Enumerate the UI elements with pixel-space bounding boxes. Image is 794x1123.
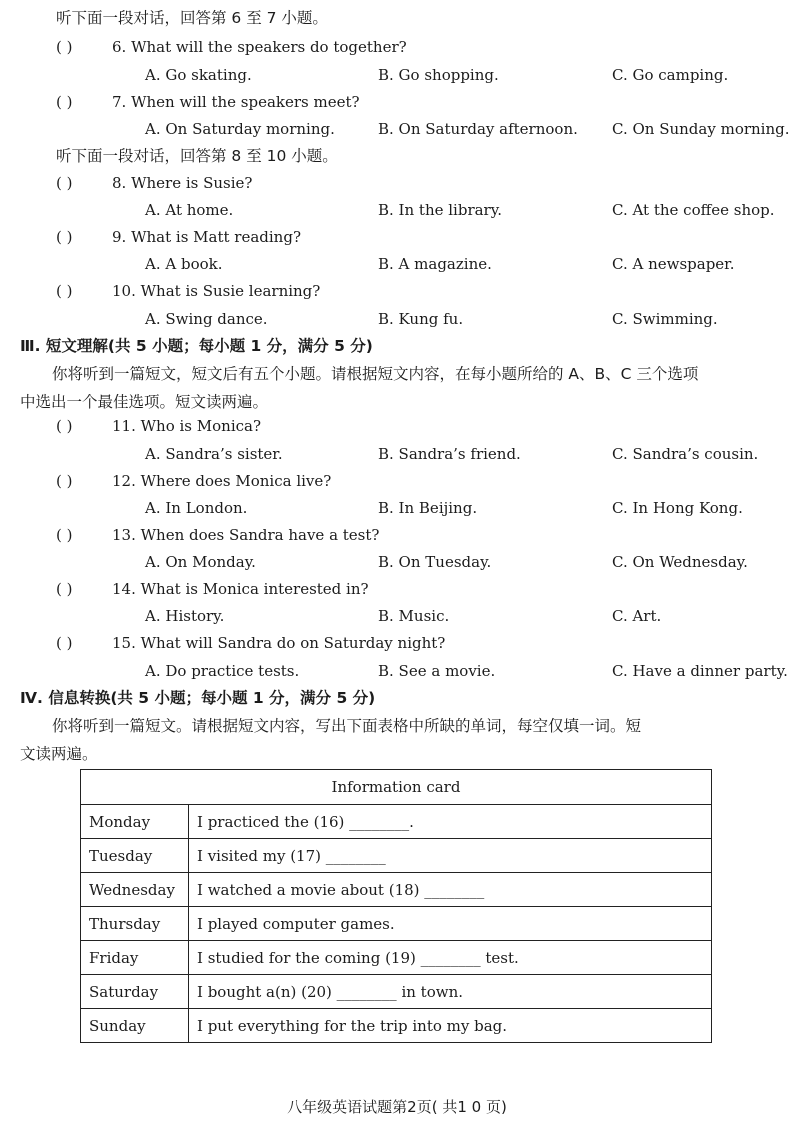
option-a: A. Sandra’s sister. [145, 445, 283, 463]
table-row [81, 941, 712, 975]
answer-bracket[interactable]: ( ) [56, 580, 73, 598]
option-c: C. At the coffee shop. [612, 201, 775, 219]
option-b: B. Go shopping. [378, 66, 499, 84]
option-c: C. A newspaper. [612, 255, 735, 273]
part3-instructions-line1: 你将听到一篇短文，短文后有五个小题。请根据短文内容，在每小题所给的 A、B、C 三个选项 [52, 365, 699, 383]
answer-bracket[interactable]: ( ) [56, 228, 73, 246]
answer-bracket[interactable]: ( ) [56, 417, 73, 435]
answer-bracket[interactable]: ( ) [56, 174, 73, 192]
option-b: B. In Beijing. [378, 499, 478, 517]
question-text: 10. What is Susie learning? [112, 282, 321, 300]
table-row [81, 907, 712, 941]
option-c: C. Swimming. [612, 310, 718, 328]
day-cell: Tuesday [81, 839, 189, 873]
day-cell: Monday [81, 805, 189, 839]
option-b: B. In the library. [378, 201, 502, 219]
information-card-table [80, 769, 712, 1043]
table-row [81, 839, 712, 873]
question-12 [56, 471, 331, 491]
activity-cell-blank-20[interactable]: I bought a(n) (20) ________ in town. [189, 975, 712, 1009]
question-14 [56, 579, 369, 599]
option-c: C. In Hong Kong. [612, 499, 743, 517]
table-row [81, 975, 712, 1009]
activity-cell-blank-16[interactable]: I practiced the (16) ________. [189, 805, 712, 839]
day-cell: Saturday [81, 975, 189, 1009]
question-text: 8. Where is Susie? [112, 174, 253, 192]
option-c: C. On Sunday morning. [612, 120, 790, 138]
listening-intro-6-7: 听下面一段对话，回答第 6 至 7 小题。 [56, 9, 328, 27]
table-row [81, 805, 712, 839]
activity-cell-blank-19[interactable]: I studied for the coming (19) ________ test. [189, 941, 712, 975]
day-cell: Wednesday [81, 873, 189, 907]
table-row [81, 1009, 712, 1043]
answer-bracket[interactable]: ( ) [56, 634, 73, 652]
part4-heading: Ⅳ. 信息转换(共 5 小题；每小题 1 分，满分 5 分) [20, 689, 376, 707]
answer-bracket[interactable]: ( ) [56, 526, 73, 544]
question-text: 15. What will Sandra do on Saturday night? [112, 634, 446, 652]
option-b: B. On Tuesday. [378, 553, 492, 571]
option-a: A. History. [145, 607, 225, 625]
activity-cell-blank-17[interactable]: I visited my (17) ________ [189, 839, 712, 873]
question-6 [56, 37, 407, 57]
question-text: 11. Who is Monica? [112, 417, 261, 435]
question-11 [56, 416, 261, 436]
question-10 [56, 281, 320, 301]
question-13 [56, 525, 379, 545]
option-b: B. See a movie. [378, 662, 496, 680]
table-row [81, 873, 712, 907]
answer-bracket[interactable]: ( ) [56, 38, 73, 56]
option-c: C. Art. [612, 607, 662, 625]
option-c: C. Go camping. [612, 66, 729, 84]
part4-instructions-line1: 你将听到一篇短文。请根据短文内容，写出下面表格中所缺的单词，每空仅填一词。短 [52, 717, 642, 735]
option-a: A. On Saturday morning. [145, 120, 335, 138]
question-text: 14. What is Monica interested in? [112, 580, 369, 598]
part4-instructions-line2: 文读两遍。 [20, 745, 98, 763]
table-title: Information card [81, 770, 712, 805]
question-text: 7. When will the speakers meet? [112, 93, 360, 111]
listening-intro-8-10: 听下面一段对话，回答第 8 至 10 小题。 [56, 147, 338, 165]
option-b: B. Kung fu. [378, 310, 464, 328]
question-text: 12. Where does Monica live? [112, 472, 332, 490]
option-a: A. On Monday. [145, 553, 256, 571]
day-cell: Thursday [81, 907, 189, 941]
option-a: A. Go skating. [145, 66, 252, 84]
option-a: A. Do practice tests. [145, 662, 300, 680]
question-15 [56, 633, 445, 653]
option-c: C. Have a dinner party. [612, 662, 788, 680]
activity-cell-blank-18[interactable]: I watched a movie about (18) ________ [189, 873, 712, 907]
day-cell: Sunday [81, 1009, 189, 1043]
question-8 [56, 173, 252, 193]
part3-instructions-line2: 中选出一个最佳选项。短文读两遍。 [20, 393, 269, 411]
option-b: B. Music. [378, 607, 450, 625]
part3-heading: Ⅲ. 短文理解(共 5 小题；每小题 1 分，满分 5 分) [20, 337, 373, 355]
option-a: A. At home. [145, 201, 234, 219]
activity-cell: I played computer games. [189, 907, 712, 941]
question-9 [56, 227, 301, 247]
table-header-row [81, 770, 712, 805]
option-b: B. A magazine. [378, 255, 492, 273]
option-b: B. Sandra’s friend. [378, 445, 521, 463]
answer-bracket[interactable]: ( ) [56, 282, 73, 300]
question-text: 6. What will the speakers do together? [112, 38, 407, 56]
answer-bracket[interactable]: ( ) [56, 93, 73, 111]
answer-bracket[interactable]: ( ) [56, 472, 73, 490]
question-text: 13. When does Sandra have a test? [112, 526, 380, 544]
activity-cell: I put everything for the trip into my bag. [189, 1009, 712, 1043]
option-c: C. On Wednesday. [612, 553, 748, 571]
question-text: 9. What is Matt reading? [112, 228, 301, 246]
option-c: C. Sandra’s cousin. [612, 445, 759, 463]
option-a: A. In London. [145, 499, 248, 517]
page-footer: 八年级英语试题第2页( 共1 0 页) [287, 1098, 507, 1116]
day-cell: Friday [81, 941, 189, 975]
option-b: B. On Saturday afternoon. [378, 120, 578, 138]
option-a: A. A book. [145, 255, 223, 273]
question-7 [56, 92, 360, 112]
option-a: A. Swing dance. [145, 310, 268, 328]
